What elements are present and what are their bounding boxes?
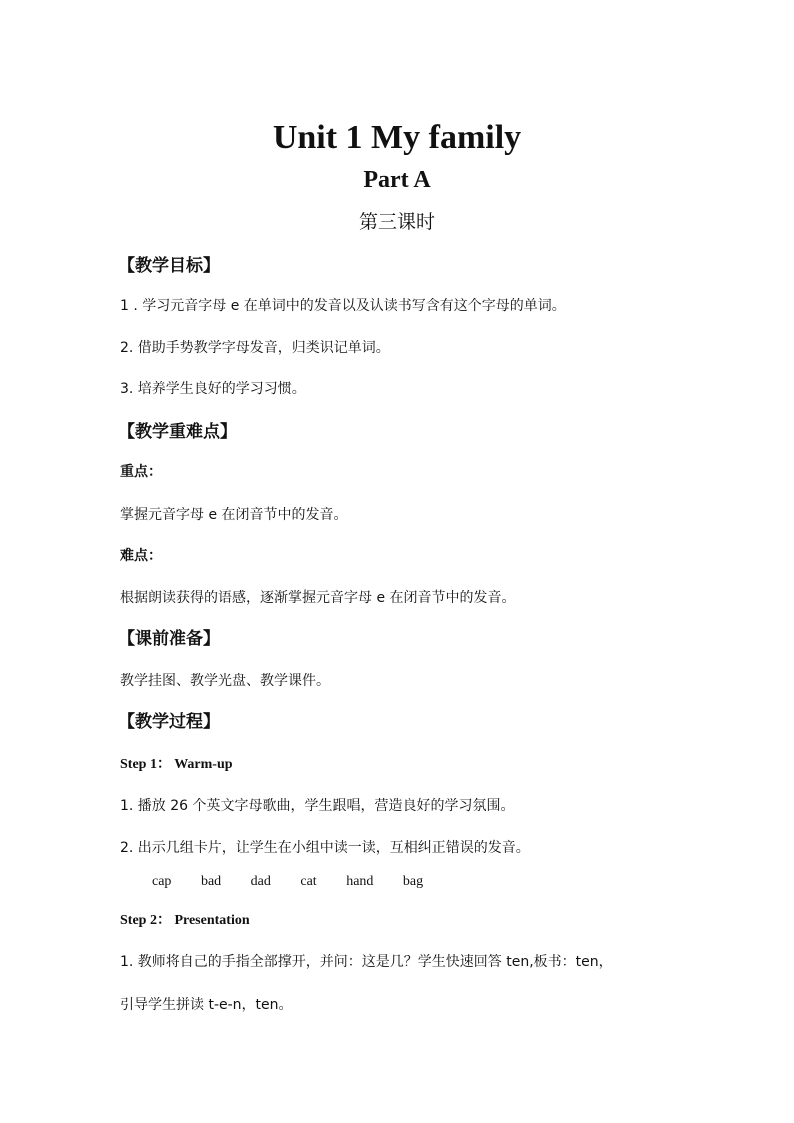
word-cards: [152, 872, 449, 892]
step-2-item-1-continued: 引导学生拼读 t-e-n，ten。: [120, 997, 293, 1013]
document-subtitle: Part A: [363, 167, 431, 193]
section-heading-preparation: 【课前准备】: [118, 629, 220, 649]
step-1-item-1: 1. 播放 26 个英文字母歌曲，学生跟唱，营造良好的学习氛围。: [120, 798, 515, 814]
step-1-item-2: 2. 出示几组卡片，让学生在小组中读一读，互相纠正错误的发音。: [120, 840, 530, 856]
document-title: Unit 1 My family: [272, 119, 522, 156]
section-heading-key-points: 【教学重难点】: [118, 422, 237, 442]
word-card: bad: [200, 874, 222, 889]
word-card: bag: [402, 874, 424, 889]
preparation-text: 教学挂图、教学光盘、教学课件。: [120, 673, 330, 689]
focus-text: 掌握元音字母 e 在闭音节中的发音。: [120, 507, 348, 523]
section-heading-goals: 【教学目标】: [118, 256, 220, 276]
step-1-label: Step 1： Warm-up: [120, 757, 233, 772]
word-card: cat: [300, 874, 317, 889]
lesson-number: 第三课时: [358, 211, 435, 233]
word-card: dad: [250, 874, 271, 889]
difficulty-text: 根据朗读获得的语感，逐渐掌握元音字母 e 在闭音节中的发音。: [120, 590, 516, 606]
goal-item-1: 1 . 学习元音字母 e 在单词中的发音以及认读书写含有这个字母的单词。: [120, 298, 566, 314]
goal-item-2: 2. 借助手势教学字母发音，归类识记单词。: [120, 340, 390, 356]
step-2-label: Step 2： Presentation: [120, 913, 250, 928]
word-card: cap: [152, 874, 172, 889]
focus-label: 重点：: [120, 464, 162, 480]
difficulty-label: 难点：: [120, 548, 162, 564]
step-2-item-1: 1. 教师将自己的手指全部撑开，并问：这是几？学生快速回答 ten,板书：ten，: [120, 954, 613, 970]
word-card: hand: [346, 874, 374, 889]
goal-item-3: 3. 培养学生良好的学习习惯。: [120, 381, 306, 397]
section-heading-process: 【教学过程】: [118, 712, 220, 732]
